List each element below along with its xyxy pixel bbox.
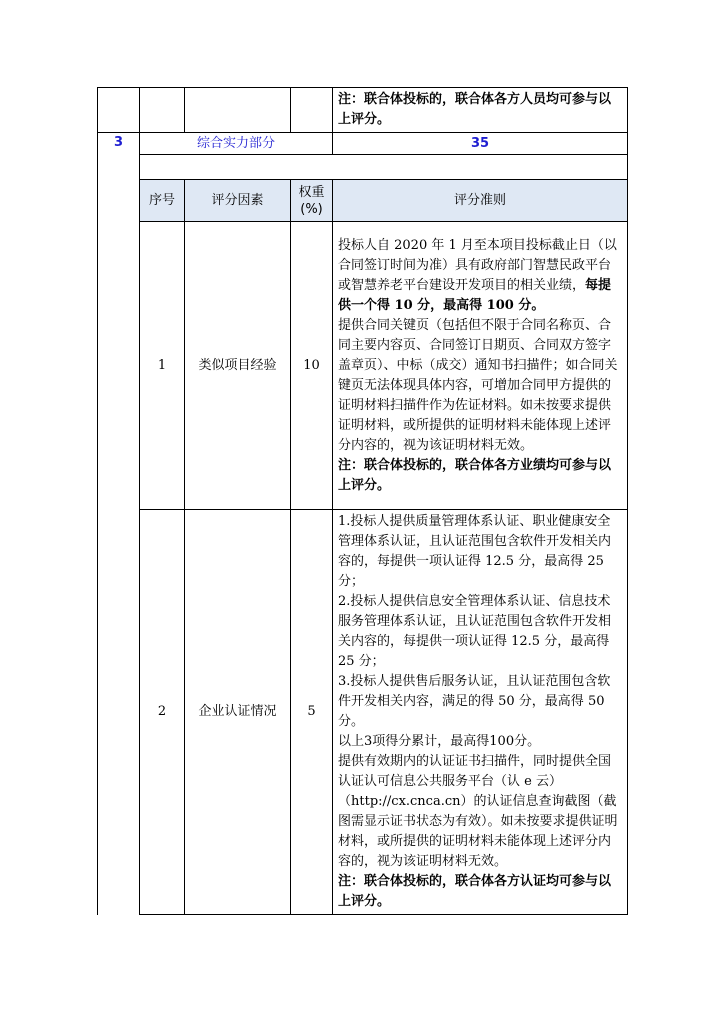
table-row bbox=[98, 510, 628, 915]
criteria-item: 3.投标人提供售后服务认证，且认证范围包含软件开发相关内容，满足的得 50 分，最高得 50 分。 bbox=[338, 674, 611, 729]
scoring-table bbox=[97, 87, 628, 915]
header-weight: 权重(%) bbox=[291, 180, 333, 222]
criteria-note: 注：联合体投标的，联合体各方认证均可参与以上评分。 bbox=[338, 874, 612, 909]
empty-cell bbox=[291, 88, 333, 133]
header-criteria: 评分准则 bbox=[333, 180, 628, 222]
row-seq: 2 bbox=[140, 510, 185, 915]
header-seq: 序号 bbox=[140, 180, 185, 222]
row-weight: 10 bbox=[291, 222, 333, 510]
criteria-item: 1.投标人提供质量管理体系认证、职业健康安全管理体系认证，且认证范围包含软件开发相关内容的，每提供一项认证得 12.5 分，最高得 25 分； bbox=[338, 514, 612, 589]
header-factor: 评分因素 bbox=[185, 180, 291, 222]
spacer-row bbox=[98, 155, 628, 180]
row-criteria bbox=[333, 510, 628, 915]
empty-cell bbox=[140, 88, 185, 133]
row-criteria bbox=[333, 222, 628, 510]
criteria-intro-bold: 每提供一个得 10 分，最高得 100 分。 bbox=[338, 277, 612, 313]
criteria-intro: 投标人自 2020 年 1 月至本项目投标截止日（以合同签订时间为准）具有政府部门智慧民政平台或智慧养老平台建设开发项目的相关业绩， bbox=[338, 237, 617, 293]
section-number: 3 bbox=[98, 133, 140, 915]
row-factor: 企业认证情况 bbox=[185, 510, 291, 915]
table-row bbox=[98, 222, 628, 510]
top-note: 注：联合体投标的，联合体各方人员均可参与以上评分。 bbox=[333, 88, 628, 133]
header-row bbox=[98, 180, 628, 222]
empty-cell bbox=[185, 88, 291, 133]
row-factor: 类似项目经验 bbox=[185, 222, 291, 510]
criteria-note: 注：联合体投标的，联合体各方业绩均可参与以上评分。 bbox=[338, 457, 612, 493]
section-row bbox=[98, 133, 628, 155]
section-title: 综合实力部分 bbox=[140, 133, 333, 155]
row-seq: 1 bbox=[140, 222, 185, 510]
empty-cell bbox=[140, 155, 628, 180]
criteria-item: 以上3项得分累计，最高得100分。 bbox=[338, 734, 541, 749]
empty-cell bbox=[98, 88, 140, 133]
continuation-row bbox=[98, 88, 628, 133]
criteria-item: 提供有效期内的认证证书扫描件，同时提供全国认证认可信息公共服务平台（认 e 云）（http://cx.cnca.cn）的认证信息查询截图（截图需显示证书状态为有效）。如未按要求提供证明材料，或所提供的证明材料未能体现上述评分内容的，视为该证明材料无效。 bbox=[338, 754, 618, 869]
criteria-body: 提供合同关键页（包括但不限于合同名称页、合同主要内容页、合同签订日期页、合同双方签字盖章页）、中标（成交）通知书扫描件；如合同关键页无法体现具体内容，可增加合同甲方提供的证明材料扫描件作为佐证材料。如未按要求提供证明材料，或所提供的证明材料未能体现上述评分内容的，视为该证明材料无效。 bbox=[338, 317, 618, 453]
section-points: 35 bbox=[333, 133, 628, 155]
criteria-item: 2.投标人提供信息安全管理体系认证、信息技术服务管理体系认证，且认证范围包含软件开发相关内容的，每提供一项认证得 12.5 分，最高得 25 分； bbox=[338, 594, 612, 669]
row-weight: 5 bbox=[291, 510, 333, 915]
